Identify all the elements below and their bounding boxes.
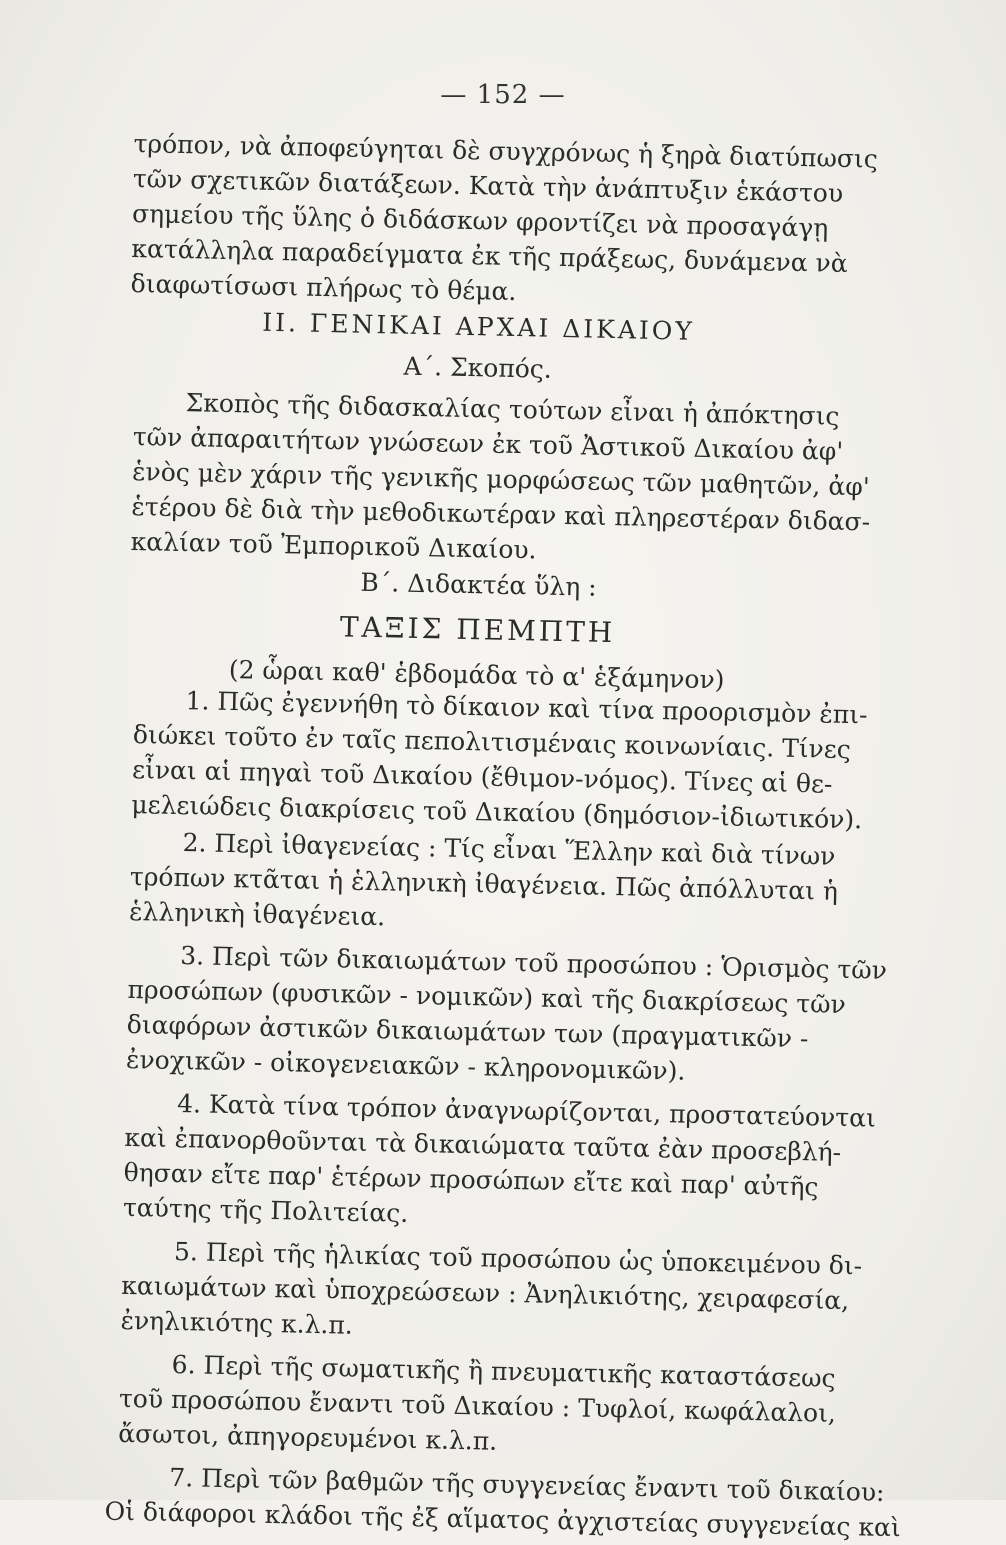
- intro-paragraph: [130, 126, 879, 315]
- text-line: Σκοπὸς τῆς διδασκαλίας τούτων εἶναι ἡ ἀπόκτησις: [185, 388, 840, 431]
- syllabus-items: [104, 682, 901, 1543]
- text-line: διαφωτίσωσι πλήρως τὸ θέμα.: [130, 268, 517, 307]
- text-line: θησαν εἴτε παρ' ἑτέρων προσώπων εἴτε καὶ παρ' αὐτῆς: [123, 1157, 819, 1202]
- list-item: [117, 1346, 837, 1465]
- subsection-purpose-title: Α΄. Σκοπός.: [403, 351, 553, 384]
- text-line: 2. Περὶ ἰθαγενείας : Τίς εἶναι Ἕλλην καὶ διὰ τίνων: [182, 828, 836, 871]
- text-line: Οἱ διάφοροι κλάδοι τῆς ἐξ αἵματος ἀγχιστείας συγγενείας καὶ: [104, 1496, 901, 1543]
- text-line: εἶναι αἱ πηγαὶ τοῦ Δικαίου (ἔθιμον-νόμος). Τίνες αἱ θε-: [131, 754, 833, 799]
- purpose-paragraph: [130, 384, 871, 573]
- text-line: τῶν ἀπαραιτήτων γνώσεων ἐκ τοῦ Ἀστικοῦ Δικαίου ἀφ': [132, 421, 844, 466]
- text-line: τοῦ προσώπου ἔναντι τοῦ Δικαίου : Τυφλοί, κωφάλαλοι,: [118, 1383, 837, 1428]
- hours-note: (2 ὧραι καθ' ἑβδομάδα τὸ α' ἑξάμηνον): [228, 655, 725, 695]
- text-line: ἐνοχικῶν - οἰκογενειακῶν - κληρονομικῶν).: [125, 1044, 686, 1086]
- text-line: ἑλληνικὴ ἰθαγένεια.: [128, 896, 386, 932]
- text-line: 5. Περὶ τῆς ἡλικίας τοῦ προσώπου ὡς ὑποκειμένου δι-: [173, 1236, 863, 1281]
- class-title: ΤΑΞΙΣ ΠΕΜΠΤΗ: [339, 610, 616, 650]
- text-line: ἑτέρου δὲ διὰ τὴν μεθοδικωτέραν καὶ πληρεστέραν διδασ-: [131, 491, 871, 537]
- text-line: 7. Περὶ τῶν βαθμῶν τῆς συγγενείας ἔναντι τοῦ δικαίου:: [169, 1462, 885, 1507]
- list-item: [128, 824, 839, 943]
- text-line: ἑνὸς μὲν χάριν τῆς γενικῆς μορφώσεως τῶν μαθητῶν, ἀφ': [131, 456, 870, 502]
- page-number: — 152 —: [440, 80, 566, 110]
- list-item: [120, 1233, 863, 1352]
- text-line: μελειώδεις διακρίσεις τοῦ Δικαίου (δημόσιον-ἰδιωτικόν).: [131, 789, 863, 835]
- syllabus-heading-block: [131, 560, 823, 699]
- text-line: καλίαν τοῦ Ἐμπορικοῦ Δικαίου.: [130, 526, 537, 565]
- text-line: τρόπων κτᾶται ἡ ἑλληνικὴ ἰθαγένεια. Πῶς ἀπόλλυται ἡ: [129, 861, 839, 906]
- text-line: διαφόρων ἀστικῶν δικαιωμάτων των (πραγματικῶν -: [126, 1009, 809, 1054]
- list-item: [122, 1085, 877, 1239]
- section-heading-block: [132, 302, 823, 392]
- text-line: σημείου τῆς ὕλης ὁ διδάσκων φροντίζει νὰ προσαγάγῃ: [131, 198, 829, 243]
- list-item: [131, 682, 868, 836]
- text-line: τῶν σχετικῶν διατάξεων. Κατὰ τὴν ἀνάπτυξιν ἑκάστου: [132, 163, 844, 208]
- text-line: 1. Πῶς ἐγεννήθη τὸ δίκαιον καὶ τίνα προορισμὸν ἐπι-: [185, 686, 868, 730]
- text-line: ταύτης τῆς Πολιτείας.: [122, 1192, 409, 1228]
- text-line: κατάλληλα παραδείγματα ἐκ τῆς πράξεως, δυνάμενα νὰ: [131, 233, 848, 278]
- text-line: 3. Περὶ τῶν δικαιωμάτων τοῦ προσώπου : Ὁρισμὸς τῶν: [179, 941, 888, 985]
- text-line: ἐνηλικιότης κ.λ.π.: [120, 1305, 354, 1340]
- text-line: ἄσωτοι, ἀπηγορευμένοι κ.λ.π.: [117, 1418, 498, 1456]
- text-line: 6. Περὶ τῆς σωματικῆς ἢ πνευματικῆς καταστάσεως: [171, 1349, 836, 1393]
- text-line: διώκει τοῦτο ἐν ταῖς πεπολιτισμέναις κοινωνίαις. Τίνες: [132, 719, 852, 765]
- text-line: προσώπων (φυσικῶν - νομικῶν) καὶ τῆς διακρίσεως τῶν: [127, 974, 847, 1019]
- list-item: [125, 937, 888, 1091]
- text-line: τρόπον, νὰ ἀποφεύγηται δὲ συγχρόνως ἡ ξηρὰ διατύπωσις: [133, 128, 879, 174]
- list-item: [104, 1459, 901, 1543]
- text-line: καὶ ἐπανορθοῦνται τὰ δικαιώματα ταῦτα ἐὰν προσεβλή-: [124, 1122, 842, 1167]
- subsection-syllabus-title: Β΄. Διδακτέα ὕλη :: [360, 567, 597, 602]
- section-title: ΙΙ. ΓΕΝΙΚΑΙ ΑΡΧΑΙ ΔΙΚΑΙΟΥ: [261, 307, 696, 346]
- text-line: καιωμάτων καὶ ὑποχρεώσεων : Ἀνηλικιότης, χειραφεσία,: [121, 1270, 850, 1316]
- text-line: 4. Κατὰ τίνα τρόπον ἀναγνωρίζονται, προστατεύονται: [176, 1089, 877, 1133]
